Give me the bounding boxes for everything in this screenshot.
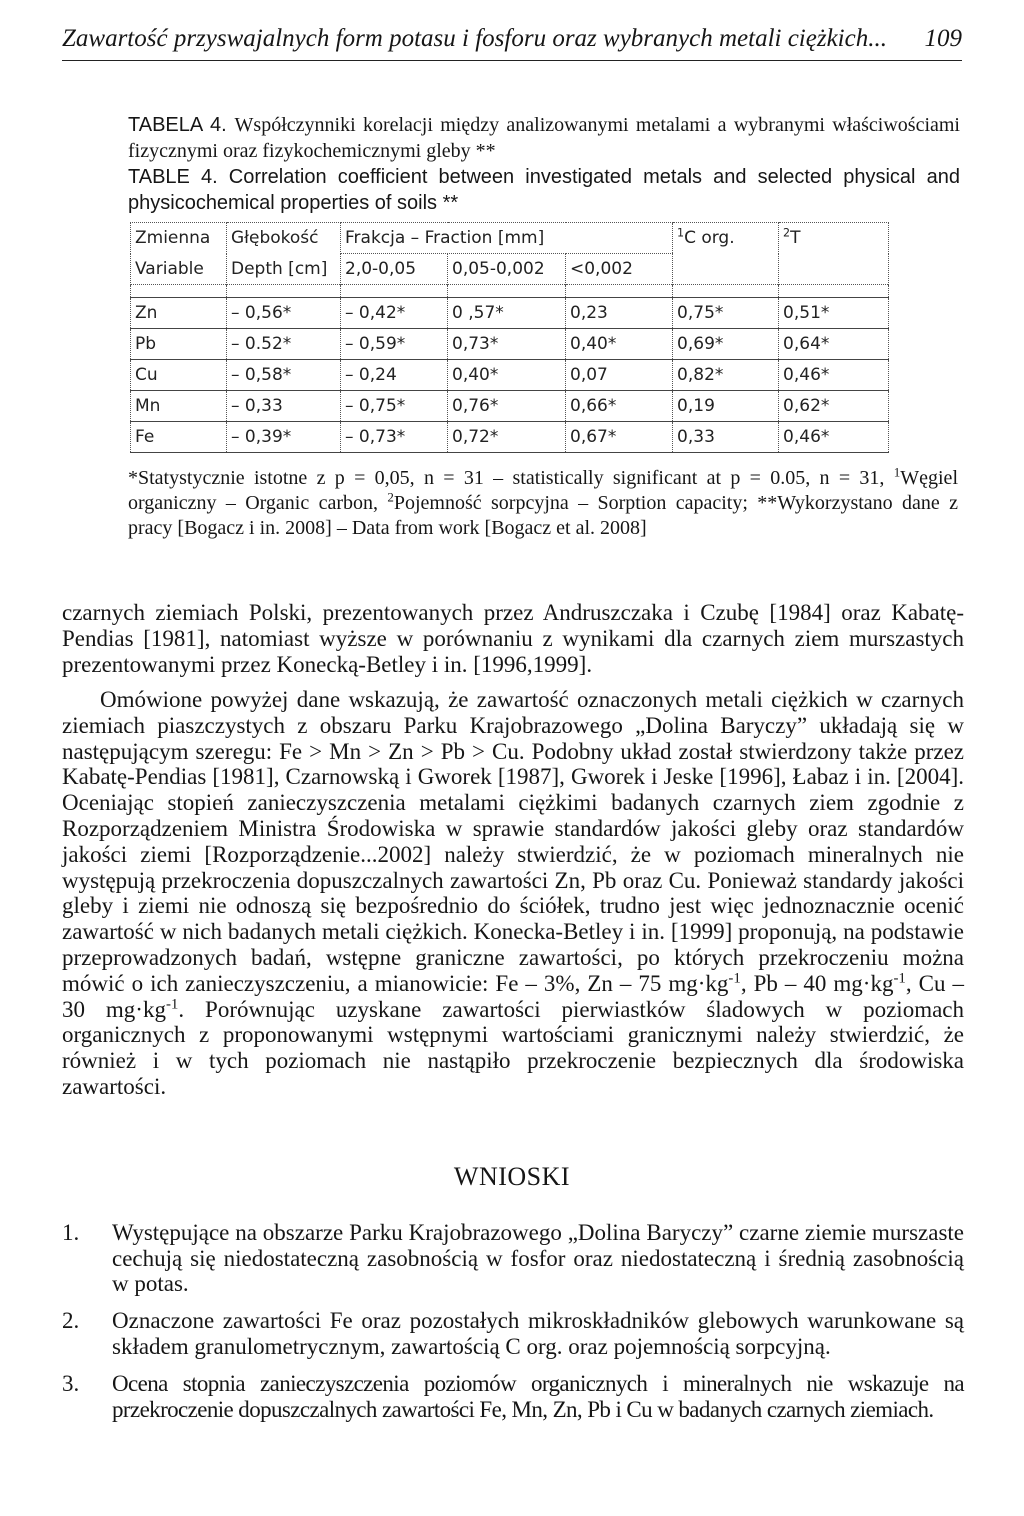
header-t-label: T [790, 228, 801, 248]
cell-variable: Cu [131, 360, 227, 391]
header-frac-1: 2,0-0,05 [341, 254, 448, 285]
page-number: 109 [924, 25, 962, 52]
cell-frac-3: 0,66* [566, 391, 673, 422]
conclusion-text: Oznaczone zawartości Fe oraz pozostałych mikroskładników glebowych warunkowane są składem granulometrycznym, zawartością C org. oraz pojemnością sorpcyjną. [112, 1308, 964, 1359]
table-row [131, 360, 889, 391]
cell-frac-1: – 0,59* [341, 329, 448, 360]
table-caption-pl [128, 112, 960, 164]
cell-variable: Mn [131, 391, 227, 422]
paragraph-text: Omówione powyżej dane wskazują, że zawartość oznaczonych metali ciężkich w czarnych ziemiach piaszczystych z obszaru Parku Krajobrazowego „Dolina Baryczy” układają się w następującym szeregu: Fe > Mn > Zn > Pb > Cu. Podobny układ został stwierdzony także przez Kabatę-Pendias [1981], Czarnowską i Gworek [1987], Gworek i Jeske [1996], Łabaz i in. [2004]. Oceniając stopień zanieczyszczenia metalami ciężkimi badanych czarnych ziem zgodnie z Rozporządzeniem Ministra Środowiska w sprawie standardów jakości gleby oraz standardów jakości ziemi [Rozporządzenie...2002] należy stwierdzić, że w poziomach mineralnych nie występują przekroczenia dopuszczalnych zawartości Zn, Pb oraz Cu. Ponieważ standardy jakości gleby i ziemi nie odnoszą się bezpośrednio do ściółek, trudno jest więc jednoznacznie ocenić zawartość w nich badanych metali ciężkich. Konecka-Betley i in. [1999] proponują, na podstawie przeprowadzonych badań, wstępne graniczne zawartości, po których przekroczeniu można mówić o ich zanieczyszczeniu, a mianowicie: Fe – 3%, Zn – 75 mg·kg [62, 687, 964, 996]
cell-variable: Fe [131, 422, 227, 453]
cell-corg: 0,82* [673, 360, 779, 391]
cell-t: 0,46* [779, 422, 889, 453]
section-heading: WNIOSKI [453, 1162, 571, 1191]
cell-depth: – 0.52* [227, 329, 341, 360]
cell-frac-2: 0,40* [448, 360, 566, 391]
correlation-table [130, 222, 889, 453]
cell-frac-1: – 0,42* [341, 298, 448, 329]
footnote-part: Pojemność sorpcyjna – Sorption capacity; **Wykorzystano dane z pracy [Bogacz i in. 2008] – Data from work [Bogacz et al. 2008] [128, 492, 959, 539]
superscript: -1 [893, 970, 906, 987]
cell-frac-3: 0,07 [566, 360, 673, 391]
cell-variable: Zn [131, 298, 227, 329]
cell-depth: – 0,56* [227, 298, 341, 329]
cell-corg: 0,75* [673, 298, 779, 329]
conclusion-text: Ocena stopnia zanieczyszczenia poziomów organicznych i mineralnych nie wskazuje na przekroczenie dopuszczalnych zawartości Fe, Mn, Zn, Pb i Cu w badanych czarnych ziemiach. [112, 1371, 964, 1422]
table-spacer [131, 285, 889, 298]
table-caption-en [128, 164, 960, 216]
cell-frac-2: 0,72* [448, 422, 566, 453]
table-header-row [131, 223, 889, 254]
cell-variable: Pb [131, 329, 227, 360]
header-frac-2: 0,05-0,002 [448, 254, 566, 285]
conclusion-item [62, 1308, 964, 1359]
cell-frac-1: – 0,75* [341, 391, 448, 422]
cell-t: 0,62* [779, 391, 889, 422]
header-corg-label: C org. [684, 228, 735, 248]
header-t [779, 223, 889, 285]
header-depth-en: Depth [cm] [227, 254, 341, 285]
cell-depth: – 0,39* [227, 422, 341, 453]
cell-t: 0,51* [779, 298, 889, 329]
conclusion-item [62, 1371, 964, 1422]
caption-label-pl: TABELA 4. [128, 114, 227, 136]
table-row [131, 422, 889, 453]
conclusion-item [62, 1220, 964, 1297]
conclusion-text: Występujące na obszarze Parku Krajobrazowego „Dolina Baryczy” czarne ziemie murszaste cechują się niedostateczną zasobnością w fosfor oraz niedostateczną i średnią zasobnością w potas. [112, 1220, 964, 1296]
footnote-part: Węgiel organiczny – Organic carbon, [128, 467, 958, 514]
paragraph-text: , Pb – 40 mg·kg [740, 970, 894, 996]
superscript: -1 [728, 970, 741, 987]
header-variable-en: Variable [131, 254, 227, 285]
running-header [62, 20, 962, 61]
conclusion-number: 1. [62, 1220, 80, 1245]
caption-text-pl: Współczynniki korelacji między analizowanymi metalami a wybranymi właściwościami fizycznymi oraz fizykochemicznymi gleby ** [128, 114, 960, 162]
header-variable-pl: Zmienna [131, 223, 227, 254]
paragraph-text: , Cu – 30 mg·kg [62, 970, 964, 1022]
footnote-part: *Statystycznie istotne z p = 0,05, n = 31 – statistically significant at p = 0.05, n = 31, [128, 467, 894, 489]
running-title: Zawartość przyswajalnych form potasu i fosforu oraz wybranych metali ciężkich... [62, 25, 887, 52]
table-row [131, 329, 889, 360]
cell-frac-3: 0,67* [566, 422, 673, 453]
cell-frac-1: – 0,24 [341, 360, 448, 391]
table-row [131, 298, 889, 329]
footnote-sup: 1 [893, 464, 901, 480]
body-paragraph: czarnych ziemiach Polski, prezentowanych przez Andruszczaka i Czubę [1984] oraz Kabatę-Pendias [1981], natomiast wyższe w porównaniu z wynikami dla czarnych ziem murszastych prezentowanymi przez Konecką-Betley i in. [1996,1999]. [62, 600, 964, 677]
header-t-sup: 2 [783, 226, 791, 240]
conclusion-number: 2. [62, 1308, 80, 1333]
cell-t: 0,64* [779, 329, 889, 360]
cell-depth: – 0,33 [227, 391, 341, 422]
cell-corg: 0,33 [673, 422, 779, 453]
header-corg [673, 223, 779, 285]
cell-frac-3: 0,23 [566, 298, 673, 329]
header-corg-sup: 1 [677, 226, 685, 240]
cell-depth: – 0,58* [227, 360, 341, 391]
cell-corg: 0,19 [673, 391, 779, 422]
header-frac-3: <0,002 [566, 254, 673, 285]
body-paragraph [62, 687, 964, 1100]
paragraph-text: . Porównując uzyskane zawartości pierwiastków śladowych w poziomach organicznych z proponowanymi wstępnymi wartościami granicznymi należy stwierdzić, że również i w tych poziomach nie nastąpiło przekroczenie bezpiecznych dla środowiska zawartości. [62, 996, 964, 1099]
cell-frac-2: 0,73* [448, 329, 566, 360]
cell-frac-2: 0 ,57* [448, 298, 566, 329]
superscript: -1 [165, 995, 179, 1012]
header-fraction: Frakcja – Fraction [mm] [341, 223, 673, 254]
cell-frac-2: 0,76* [448, 391, 566, 422]
table-footnote [128, 466, 958, 541]
cell-frac-1: – 0,73* [341, 422, 448, 453]
footnote-sup: 2 [387, 489, 394, 505]
conclusion-number: 3. [62, 1371, 80, 1396]
caption-label-en: TABLE 4. [128, 166, 218, 188]
cell-t: 0,46* [779, 360, 889, 391]
cell-frac-3: 0,40* [566, 329, 673, 360]
caption-text-en: Correlation coefficient between investigated metals and selected physical and physicochemical properties of soils ** [128, 166, 960, 214]
cell-corg: 0,69* [673, 329, 779, 360]
header-depth-pl: Głębokość [227, 223, 341, 254]
table-row [131, 391, 889, 422]
